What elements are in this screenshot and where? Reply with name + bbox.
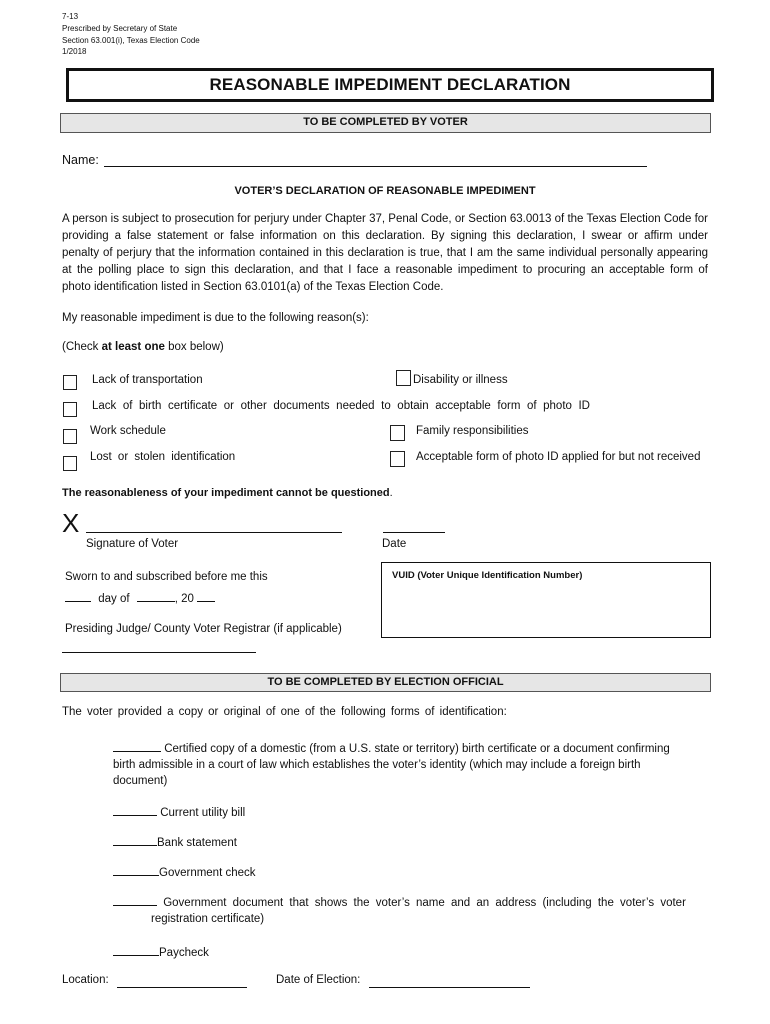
election-date-field[interactable] (369, 987, 530, 988)
paycheck-label: Paycheck (159, 947, 209, 959)
gov-check-label: Government check (159, 867, 256, 879)
vuid-box[interactable] (381, 562, 711, 638)
sworn-year-label: , 20 (174, 593, 194, 605)
section-text: Section 63.001(i), Texas Election Code (62, 36, 200, 45)
utility-label: Current utility bill (160, 807, 246, 819)
bank-field[interactable] (113, 833, 157, 846)
location-field[interactable] (117, 987, 247, 988)
birth-cert-field[interactable] (113, 739, 161, 752)
reasonableness-period: . (389, 487, 393, 499)
option-applied: Acceptable form of photo ID applied for but not received (416, 451, 701, 463)
date-field[interactable] (383, 532, 445, 533)
election-date-label: Date of Election: (276, 974, 361, 986)
gov-doc-line: Government document that shows the voter’s name and an address (including the voter’s voter (163, 897, 686, 909)
title-box (66, 68, 714, 102)
reasonableness-note (62, 487, 393, 499)
option-lack-transportation: Lack of transportation (92, 374, 203, 386)
sworn-date-line (65, 589, 215, 605)
check-instruction (62, 341, 224, 353)
birth-cert-line: Certified copy of a domestic (from a U.S. state or territory) birth certificate or a document confirming (164, 743, 670, 755)
checkbox-work-schedule[interactable] (63, 429, 77, 444)
declaration-line: A person is subject to prosecution for perjury under Chapter 37, Penal Code, or Section 63.0013 of the Texas Election Code for (62, 213, 708, 225)
checkbox-disability[interactable] (396, 370, 411, 386)
declaration-paragraph (62, 211, 708, 296)
presiding-label: Presiding Judge/ County Voter Registrar (if applicable) (65, 623, 342, 635)
bank-item (113, 833, 237, 849)
birth-cert-line: birth admissible in a court of law which establishes the voter’s identity (which may include a foreign birth (113, 759, 641, 771)
name-label: Name: (62, 153, 99, 167)
checkbox-lack-documents[interactable] (63, 402, 77, 417)
date-label: Date (382, 538, 407, 550)
form-code: 7-13 (62, 12, 79, 21)
revision-date: 1/2018 (62, 47, 87, 56)
utility-item (113, 803, 245, 819)
sworn-month-field[interactable] (137, 589, 175, 602)
birth-cert-item (113, 739, 693, 789)
option-family: Family responsibilities (416, 425, 529, 437)
checkbox-family[interactable] (390, 425, 405, 441)
gov-doc-field[interactable] (113, 893, 157, 906)
declaration-line: at the polling place to sign this declaration, and that I face a reasonable impediment to procuring an acceptable form of (62, 264, 708, 276)
checkbox-applied[interactable] (390, 451, 405, 467)
signature-field[interactable] (86, 532, 342, 533)
location-label: Location: (62, 974, 109, 986)
sworn-text: Sworn to and subscribed before me this (65, 571, 268, 583)
presiding-signature-field[interactable] (62, 652, 256, 653)
checkbox-lack-transportation[interactable] (63, 375, 77, 390)
voter-section-bar: TO BE COMPLETED BY VOTER (60, 113, 711, 133)
signature-mark: X (62, 508, 80, 538)
check-suffix: box below) (164, 341, 224, 353)
check-bold: at least one (101, 341, 165, 353)
reasonableness-text: The reasonableness of your impediment cannot be questioned (62, 487, 390, 499)
check-prefix: (Check (62, 341, 102, 353)
paycheck-item (113, 943, 209, 959)
sworn-year-field[interactable] (197, 589, 215, 602)
checkbox-lost-stolen[interactable] (63, 456, 77, 471)
option-lack-documents: Lack of birth certificate or other documents needed to obtain acceptable form of photo ID (92, 400, 590, 412)
signature-label: Signature of Voter (86, 538, 179, 550)
utility-field[interactable] (113, 803, 157, 816)
gov-doc-line: registration certificate) (151, 913, 265, 925)
option-disability: Disability or illness (413, 374, 508, 386)
gov-check-item (113, 863, 256, 879)
option-work-schedule: Work schedule (90, 425, 166, 437)
option-lost-stolen: Lost or stolen identification (90, 451, 236, 463)
vuid-label: VUID (Voter Unique Identification Number) (392, 570, 583, 581)
official-intro: The voter provided a copy or original of one of the following forms of identification: (62, 706, 507, 718)
declaration-line: providing a false statement or false information on this declaration. By signing this declaration, I swear or affirm under (62, 230, 708, 242)
declaration-heading: VOTER’S DECLARATION OF REASONABLE IMPEDIMENT (234, 185, 536, 197)
gov-check-field[interactable] (113, 863, 159, 876)
declaration-line: photo identification listed in Section 63.0101(a) of the Texas Election Code. (62, 281, 444, 293)
reasons-intro: My reasonable impediment is due to the following reason(s): (62, 312, 369, 324)
sworn-day-label: day of (98, 593, 130, 605)
declaration-line: penalty of perjury that the information contained in this declaration is true, that I am the same individual personally appearing (62, 247, 708, 259)
bank-label: Bank statement (157, 837, 237, 849)
gov-doc-item (113, 893, 693, 927)
paycheck-field[interactable] (113, 943, 159, 956)
official-section-bar: TO BE COMPLETED BY ELECTION OFFICIAL (60, 673, 711, 692)
name-field[interactable] (104, 166, 647, 167)
prescribed-text: Prescribed by Secretary of State (62, 24, 178, 33)
page-title: REASONABLE IMPEDIMENT DECLARATION (209, 75, 571, 94)
sworn-day-field[interactable] (65, 589, 91, 602)
birth-cert-line: document) (113, 775, 168, 787)
